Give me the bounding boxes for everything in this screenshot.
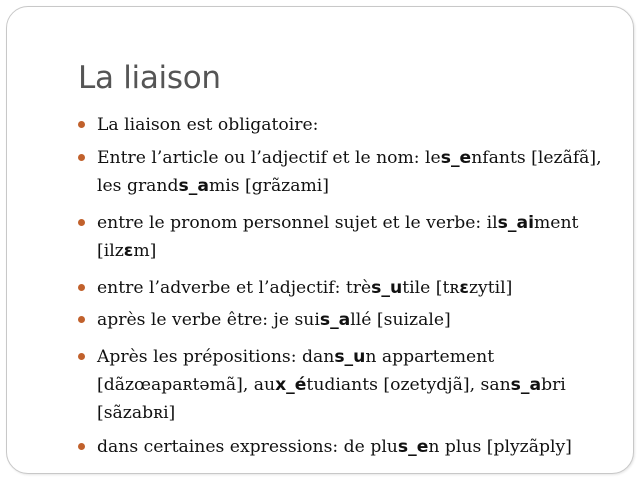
- liaison-highlight: x_é: [275, 375, 307, 395]
- text-segment: n appartement: [365, 347, 495, 367]
- text-segment: entre l’adverbe et l’adjectif: trè: [97, 278, 372, 298]
- liaison-highlight: s_a: [319, 310, 351, 330]
- text-segment: ʀ: [449, 278, 460, 298]
- text-segment: nfants [lezãfã],: [471, 148, 602, 168]
- slide-frame: [6, 6, 634, 474]
- text-segment: llé [suizale]: [350, 310, 451, 330]
- text-segment: Après les prépositions: dan: [97, 347, 335, 367]
- text-segment: mis [grãzami]: [208, 176, 329, 196]
- bullet-dot-icon: [78, 219, 85, 226]
- bullet-dot-icon: [78, 121, 85, 128]
- bullet-line: [97, 433, 625, 461]
- bullet-dot-icon: [78, 154, 85, 161]
- bullet-line: [97, 237, 625, 265]
- text-segment: m]: [133, 241, 157, 261]
- text-segment: les grand: [97, 176, 179, 196]
- text-segment: tile [t: [402, 278, 450, 298]
- text-segment: tudiants [ozetydjã], san: [306, 375, 511, 395]
- liaison-highlight: s_ai: [497, 213, 534, 233]
- ipa-highlight: ɛ: [459, 278, 469, 298]
- bullet-line: [97, 306, 625, 334]
- bullet-line: [97, 144, 625, 172]
- text-segment: Entre l’article ou l’adjectif et le nom: le: [97, 148, 441, 168]
- liaison-highlight: s_u: [334, 347, 366, 367]
- bullet-item-2: [77, 144, 625, 200]
- bullet-list: [77, 111, 625, 461]
- liaison-highlight: s_u: [371, 278, 403, 298]
- text-segment: dans certaines expressions: de plu: [97, 437, 398, 457]
- text-segment: [dãzœapaʀtəmã], au: [97, 375, 276, 395]
- bullet-line: [97, 274, 625, 302]
- liaison-highlight: s_a: [178, 176, 209, 196]
- text-segment: bri: [541, 375, 566, 395]
- text-segment: [ilz: [97, 241, 124, 261]
- bullet-item-7: [77, 433, 625, 461]
- text-segment: zytil]: [468, 278, 513, 298]
- liaison-highlight: s_e: [397, 437, 429, 457]
- bullet-item-4: [77, 274, 625, 302]
- ipa-highlight: ɛ: [123, 241, 134, 261]
- bullet-line: [97, 343, 625, 371]
- bullet-line: [97, 172, 625, 200]
- bullet-text: La liaison est obligatoire:: [97, 115, 319, 135]
- slide-title: La liaison: [78, 60, 221, 96]
- liaison-highlight: s_e: [440, 148, 472, 168]
- liaison-highlight: s_a: [510, 375, 542, 395]
- bullet-item-1: [77, 111, 625, 139]
- bullet-dot-icon: [78, 353, 85, 360]
- bullet-item-3: [77, 209, 625, 265]
- bullet-dot-icon: [78, 316, 85, 323]
- text-segment: n plus [plyzãply]: [428, 437, 572, 457]
- bullet-item-5: [77, 306, 625, 334]
- bullet-line: [97, 399, 625, 427]
- bullet-item-6: [77, 343, 625, 427]
- text-segment: ment: [534, 213, 579, 233]
- bullet-line: [97, 371, 625, 399]
- bullet-line: [97, 209, 625, 237]
- text-segment: après le verbe être: je sui: [97, 310, 320, 330]
- text-segment: entre le pronom personnel sujet et le verbe: il: [97, 213, 498, 233]
- bullet-dot-icon: [78, 443, 85, 450]
- bullet-dot-icon: [78, 284, 85, 291]
- text-segment: [sãzabʀi]: [97, 403, 176, 423]
